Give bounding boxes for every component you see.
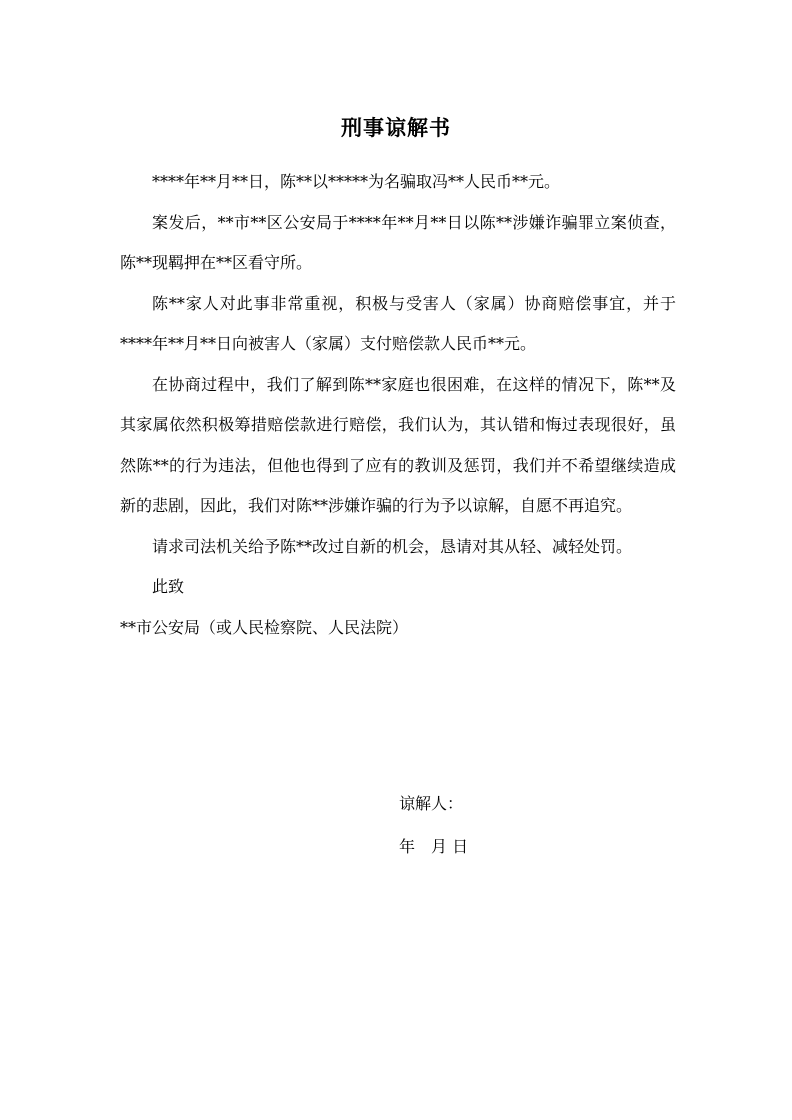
- paragraph-request: 请求司法机关给予陈**改过自新的机会，恳请对其从轻、减轻处罚。: [152, 536, 633, 556]
- paragraph-compensation: 陈**家人对此事非常重视，积极与受害人（家属）协商赔偿事宜，并于****年**月**日向被害人（家属）支付赔偿款人民币**元。: [120, 293, 676, 353]
- paragraph-incident: ****年**月**日，陈**以*****为名骗取冯**人民币**元。: [152, 172, 561, 191]
- paragraph-forgiveness: 在协商过程中，我们了解到陈**家庭也很困难，在这样的情况下，陈**及其家属依然积极筹措赔偿款进行赔偿，我们认为，其认错和悔过表现很好，虽然陈**的行为违法，但他也得到了应有的教训及惩罚，我们并不希望继续造成新的悲剧，因此，我们对陈**涉嫌诈骗的行为予以谅解，自愿不再追究。: [120, 374, 676, 515]
- date-label: 年 月 日: [399, 837, 469, 856]
- paragraph-investigation: 案发后，**市**区公安局于****年**月**日以陈**涉嫌诈骗罪立案侦查，陈**现羁押在**区看守所。: [120, 212, 676, 272]
- signature-block: [399, 782, 468, 868]
- salutation: 此致: [152, 577, 185, 596]
- document-title: 刑事谅解书: [341, 115, 451, 140]
- recipient: **市公安局（或人民检察院、人民法院）: [120, 617, 409, 637]
- document-body: [120, 162, 676, 648]
- signatory-label: 谅解人：: [399, 794, 464, 813]
